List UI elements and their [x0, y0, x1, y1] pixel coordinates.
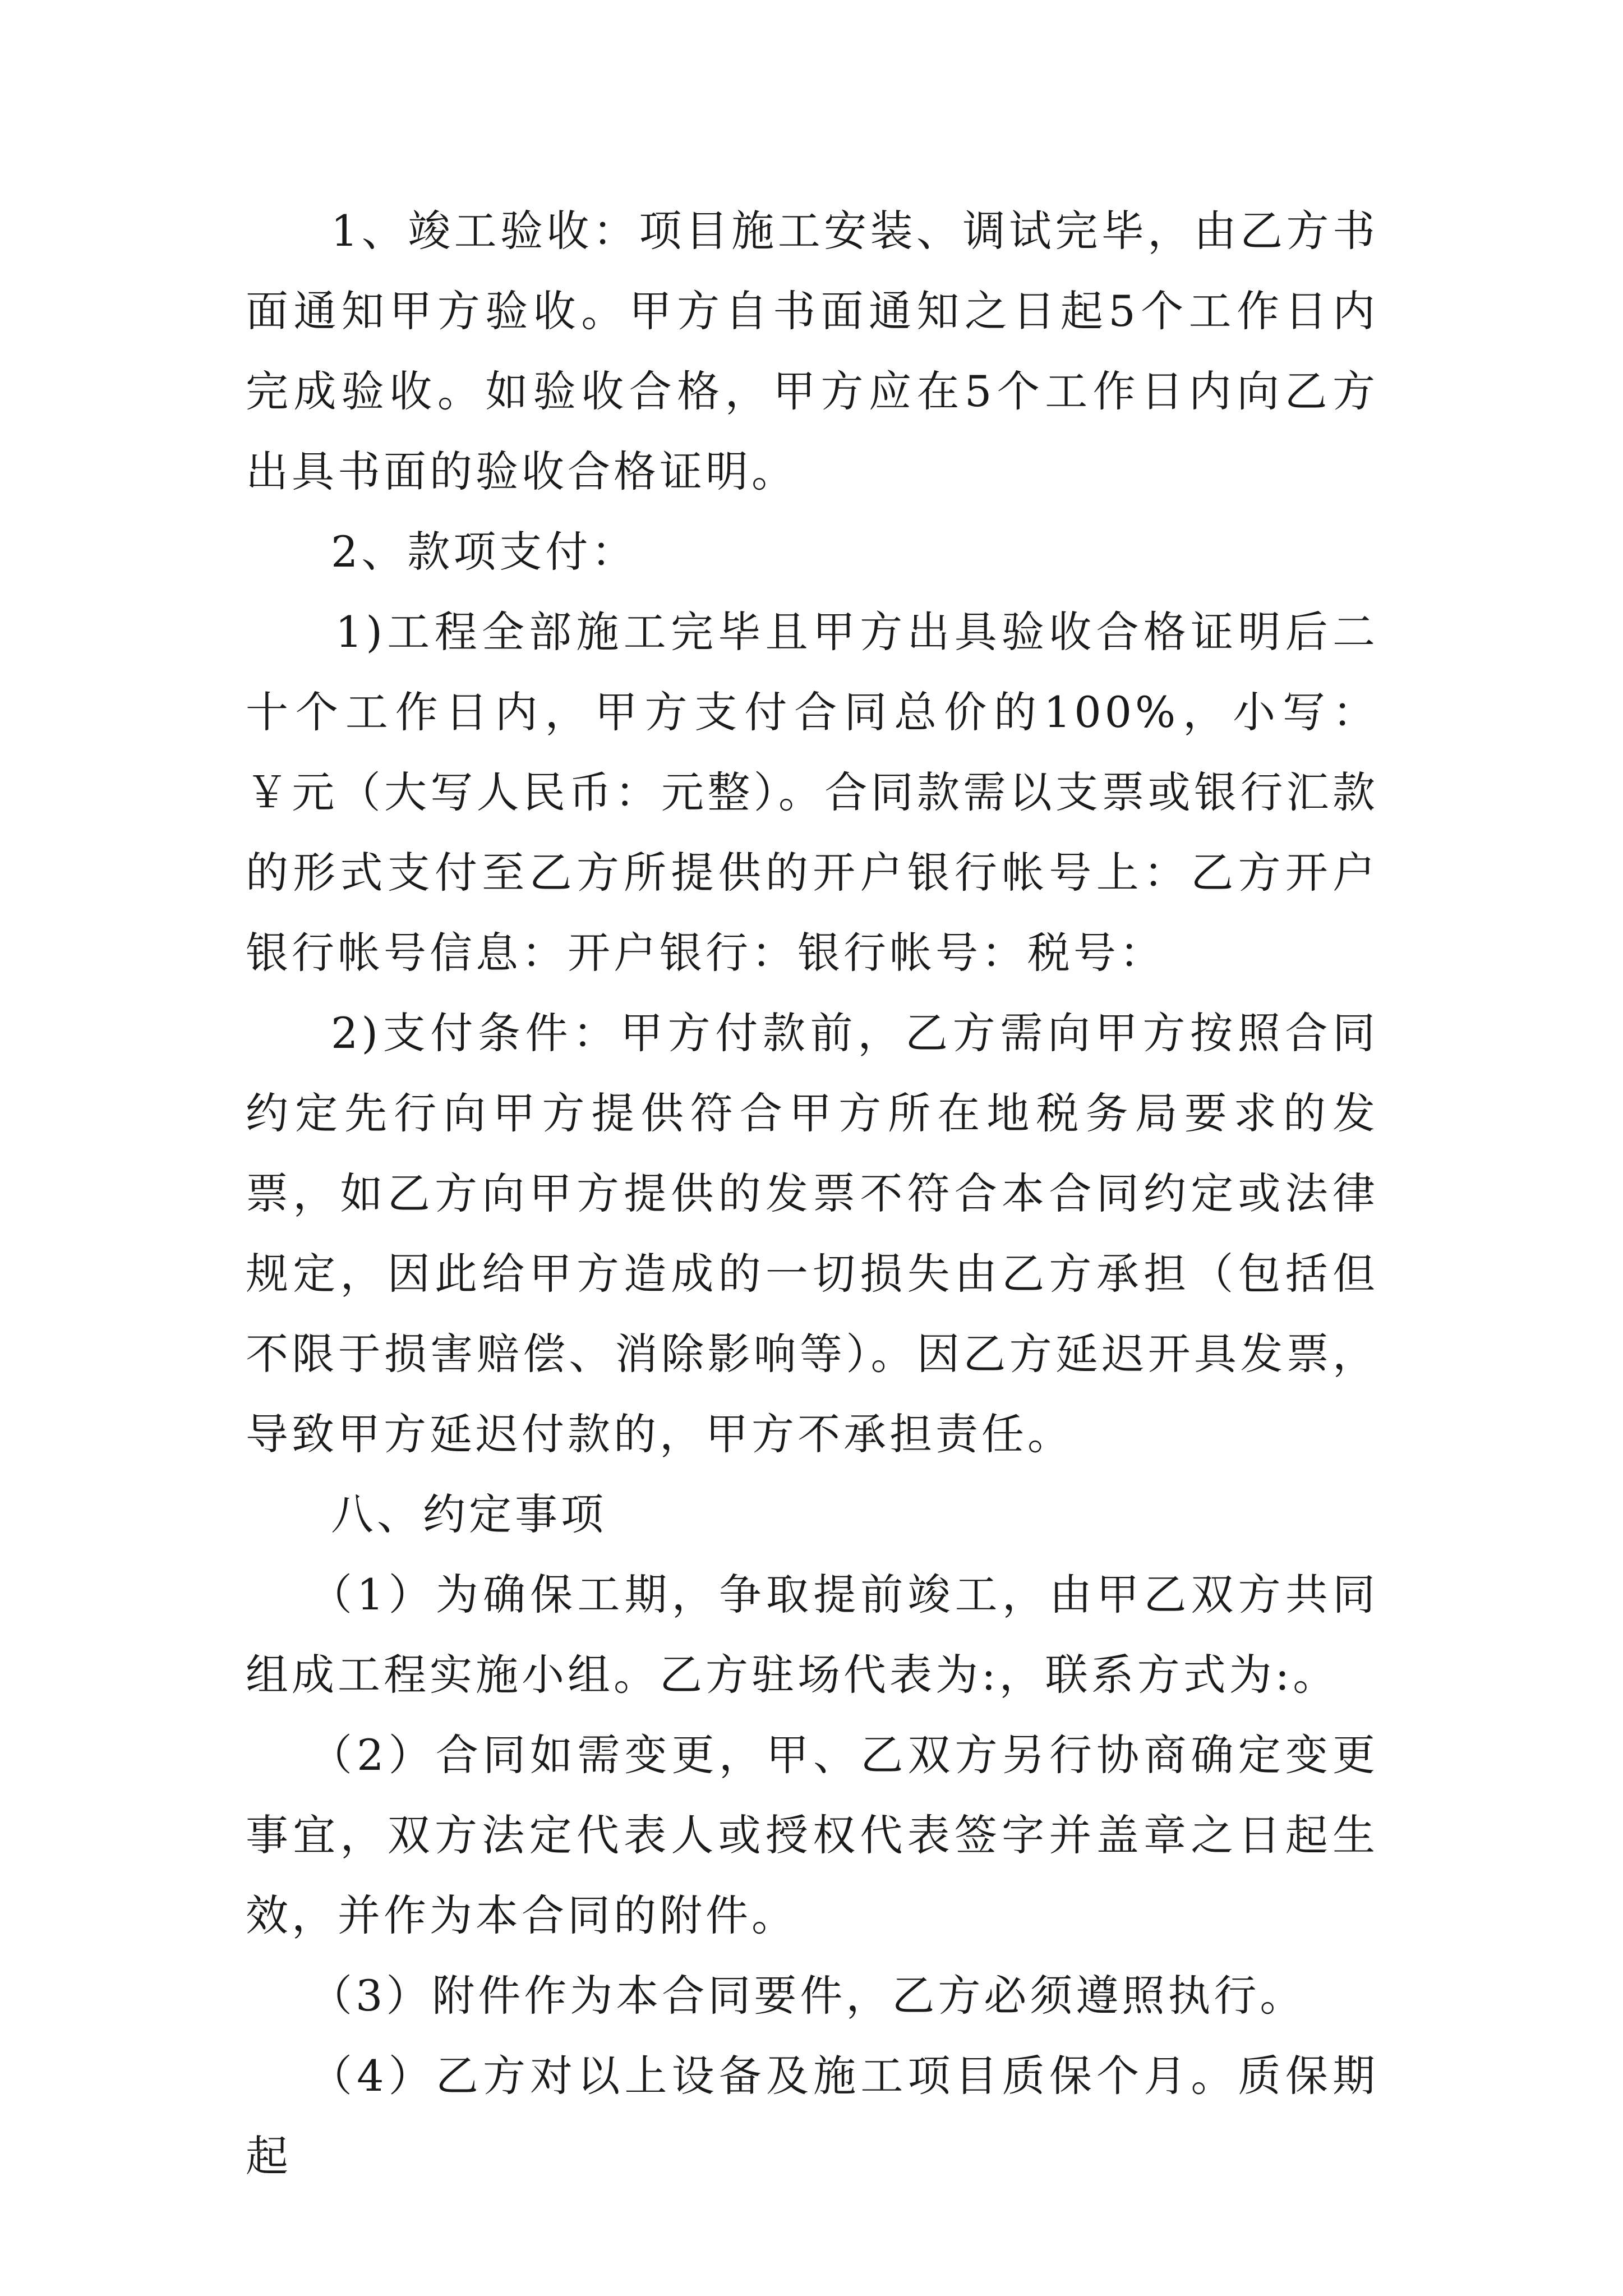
paragraph-completion-acceptance: 1、竣工验收：项目施工安装、调试完毕，由乙方书面通知甲方验收。甲方自书面通知之日起5个工作日内完成验收。如验收合格，甲方应在5个工作日内向乙方出具书面的验收合格证明。: [246, 206, 1378, 496]
paragraph-agreed-item-1: （1）为确保工期，争取提前竣工，由甲乙双方共同组成工程实施小组。乙方驻场代表为:，联系方式为:。: [246, 1570, 1378, 1700]
document-body: [246, 191, 1378, 2196]
section-heading-agreed-matters: 八、约定事项: [331, 1489, 607, 1539]
paragraph-agreed-item-3: （3）附件作为本合同要件，乙方必须遵照执行。: [310, 1971, 1306, 2021]
paragraph-agreed-item-2: （2）合同如需变更，甲、乙双方另行协商确定变更事宜，双方法定代表人或授权代表签字并盖章之日起生效，并作为本合同的附件。: [246, 1730, 1378, 1940]
paragraph-payment-item-2: 2)支付条件：甲方付款前，乙方需向甲方按照合同约定先行向甲方提供符合甲方所在地税务局要求的发票，如乙方向甲方提供的发票不符合本合同约定或法律规定，因此给甲方造成的一切损失由乙方承担（包括但不限于损害赔偿、消除影响等）。因乙方延迟开具发票，导致甲方延迟付款的，甲方不承担责任。: [246, 1008, 1378, 1459]
paragraph-agreed-item-4: （4）乙方对以上设备及施工项目质保个月。质保期起: [246, 2051, 1378, 2181]
paragraph-payment-heading: 2、款项支付：: [331, 527, 638, 577]
paragraph-payment-item-1: 1)工程全部施工完毕且甲方出具验收合格证明后二十个工作日内，甲方支付合同总价的100%，小写：￥元（大写人民币：元整）。合同款需以支票或银行汇款的形式支付至乙方所提供的开户银行帐号上：乙方开户银行帐号信息：开户银行：银行帐号：税号：: [246, 607, 1378, 978]
